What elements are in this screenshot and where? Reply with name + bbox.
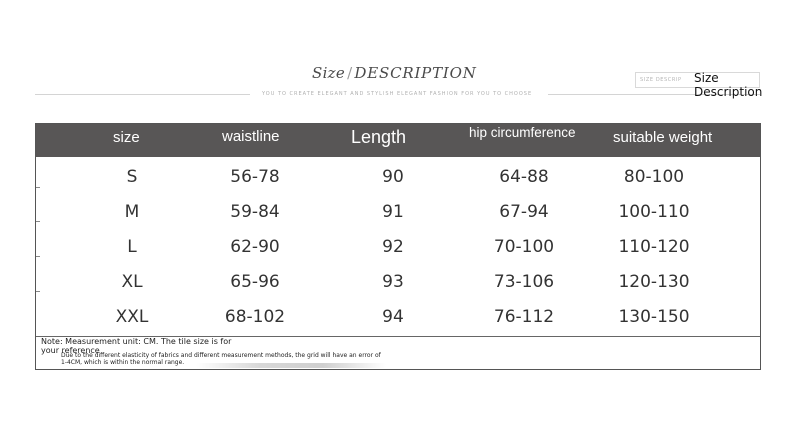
- column-header-size: size: [113, 129, 140, 146]
- cell-waistline: 62-90: [230, 237, 280, 257]
- cell-hip: 64-88: [499, 167, 549, 187]
- size-description-box: [635, 71, 763, 99]
- cell-hip: 67-94: [499, 202, 549, 222]
- cell-length: 94: [382, 307, 404, 327]
- cell-length: 91: [382, 202, 404, 222]
- cell-waistline: 68-102: [224, 307, 286, 327]
- row-tick: [36, 291, 40, 292]
- cell-waistline: 65-96: [230, 272, 280, 292]
- table-row: [36, 202, 760, 237]
- cell-weight: 110-120: [618, 237, 690, 257]
- cell-size: M: [124, 202, 140, 222]
- column-header-hip: hip circumference: [469, 125, 576, 140]
- subtitle: YOU TO CREATE ELEGANT AND STYLISH ELEGANT FASHION FOR YOU TO CHOOSE: [262, 91, 533, 97]
- cell-waistline: 56-78: [230, 167, 280, 187]
- column-header-waistline: waistline: [222, 128, 280, 145]
- cell-weight: 100-110: [618, 202, 690, 222]
- title-separator: /: [347, 64, 353, 82]
- size-table: [35, 123, 761, 370]
- cell-waistline: 59-84: [230, 202, 280, 222]
- cell-size: S: [126, 167, 138, 187]
- title: [312, 64, 477, 82]
- row-tick: [36, 187, 40, 188]
- row-tick: [36, 256, 40, 257]
- cell-size: L: [127, 237, 137, 257]
- title-description: DESCRIPTION: [354, 64, 477, 82]
- cell-length: 93: [382, 272, 404, 292]
- column-header-length: Length: [351, 127, 407, 147]
- note-error: Due to the different elasticity of fabrics and different measurement methods, the grid will have an error of 1-4CM, which is within the normal range.: [61, 352, 381, 366]
- cell-size: XXL: [115, 307, 149, 327]
- title-rule-left: [35, 94, 250, 95]
- cell-hip: 70-100: [493, 237, 555, 257]
- note-measurement: Note: Measurement unit: CM. The tile size is for your reference: [41, 337, 232, 355]
- cell-hip: 73-106: [493, 272, 555, 292]
- cell-size: XL: [121, 272, 143, 292]
- smudge-mark: [196, 363, 386, 368]
- cell-hip: 76-112: [493, 307, 555, 327]
- size-description-label: Size Description: [694, 71, 763, 99]
- table-row: [36, 237, 760, 272]
- cell-length: 92: [382, 237, 404, 257]
- cell-weight: 130-150: [618, 307, 690, 327]
- cell-length: 90: [382, 167, 404, 187]
- table-row: [36, 167, 760, 202]
- cell-weight: 120-130: [618, 272, 690, 292]
- column-header-weight: suitable weight: [613, 129, 713, 146]
- row-tick: [36, 221, 40, 222]
- table-row: [36, 272, 760, 307]
- table-header: [36, 124, 760, 157]
- title-size: Size: [312, 64, 346, 82]
- cell-weight: 80-100: [623, 167, 685, 187]
- size-description-faint: SIZE DESCRIP: [640, 77, 682, 83]
